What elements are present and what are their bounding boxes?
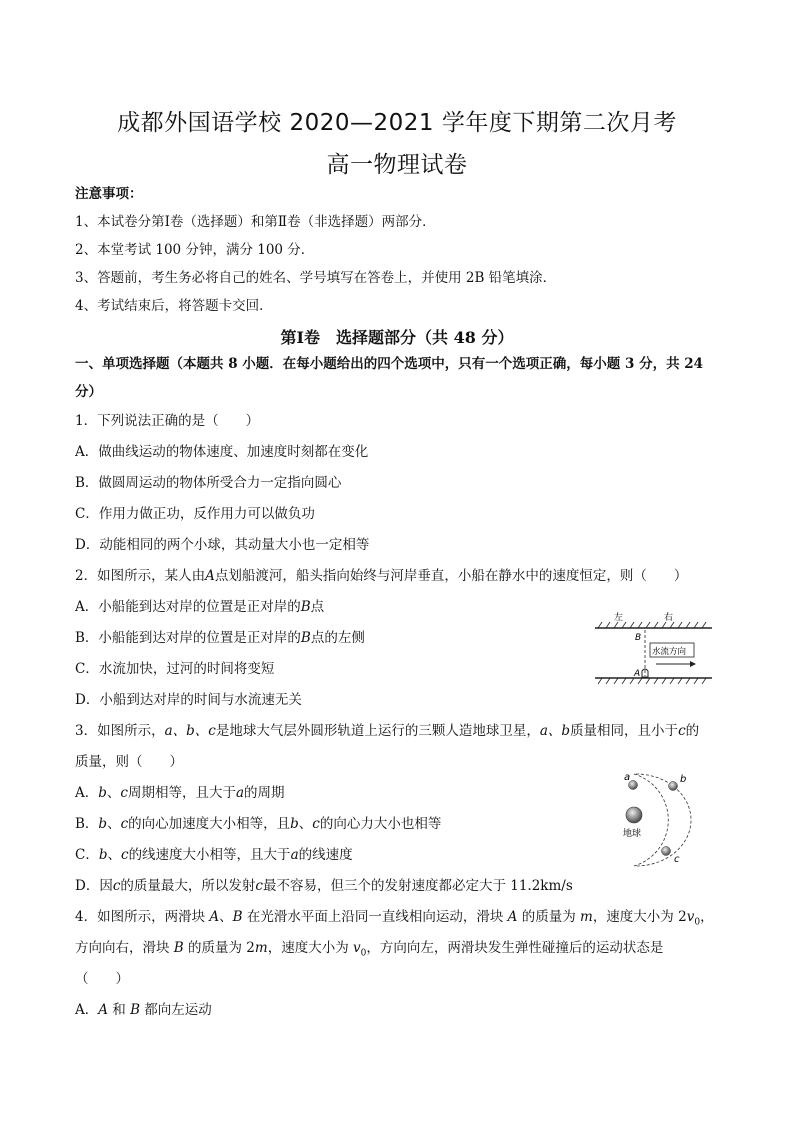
earth-icon <box>626 807 642 823</box>
flow-arrowhead-icon <box>690 661 696 667</box>
exam-subtitle: 高一物理试卷 <box>326 152 468 178</box>
point-b-label: B <box>635 633 642 643</box>
q1-option-c: C．作用力做正功，反作用力可以做负功 <box>75 506 315 522</box>
satellite-b-icon <box>669 782 678 791</box>
q3-option-a: A．b、c周期相等，且大于a的周期 <box>75 785 285 801</box>
notice-item: 1、本试卷分第Ⅰ卷（选择题）和第Ⅱ卷（非选择题）两部分． <box>75 214 436 230</box>
satellite-a-label: a <box>624 772 631 783</box>
satellite-c-label: c <box>674 854 680 865</box>
q3-stem-cont: 质量，则（ ） <box>75 754 183 770</box>
q4-stem-cont: 方向向右，滑块 B 的质量为 2m，速度大小为 $v_0$，方向向左，两滑块发生弹性碰撞后的运动状态是 <box>75 940 664 959</box>
left-bank-label: 左 <box>614 613 624 623</box>
exam-title: 成都外国语学校 2020—2021 学年度下期第二次月考 <box>117 110 677 136</box>
q2-option-a: A．小船能到达对岸的位置是正对岸的B点 <box>75 599 325 615</box>
q3-option-c: C．b、c的线速度大小相等，且大于a的线速度 <box>75 847 353 863</box>
notice-item: 2、本堂考试 100 分钟，满分 100 分． <box>75 242 315 258</box>
q2-stem: 2．如图所示，某人由A点划船渡河，船头指向始终与河岸垂直，小船在静水中的速度恒定，则（ ） <box>75 568 688 584</box>
q1-option-b: B．做圆周运动的物体所受合力一定指向圆心 <box>75 475 342 491</box>
earth-label: 地球 <box>623 829 642 839</box>
section-title: 第Ⅰ卷 选择题部分（共 48 分） <box>280 328 514 347</box>
q4-stem: 4．如图所示，两滑块 A、B 在光滑水平面上沿同一直线相向运动，滑块 A 的质量为 m，速度大小为 $2v_0$， <box>75 909 714 928</box>
notice-item: 3、答题前，考生务必将自己的姓名、学号填写在答卷上，并使用 2B 铅笔填涂． <box>75 270 557 286</box>
notice-item: 4、考试结束后，将答题卡交回． <box>75 298 273 314</box>
part-instructions-cont: 分） <box>75 384 102 400</box>
flow-direction-label: 水流方向 <box>652 647 687 657</box>
right-bank-label: 右 <box>664 613 674 623</box>
q2-option-c: C．水流加快，过河的时间将变短 <box>75 661 275 677</box>
q3-stem: 3．如图所示，a、b、c是地球大气层外圆形轨道上运行的三颗人造地球卫星，a、b质量相同，且小于c的 <box>75 723 700 739</box>
q3-option-d: D．因c的质量最大，所以发射c最不容易，但三个的发射速度都必定大于 11.2km/s <box>75 878 573 894</box>
notice-heading: 注意事项： <box>75 186 143 202</box>
q1-option-d: D．动能相同的两个小球，其动量大小也一定相等 <box>75 537 370 553</box>
satellite-orbit-figure <box>610 764 700 874</box>
q2-option-b: B．小船能到达对岸的位置是正对岸的B点的左侧 <box>75 630 365 646</box>
q3-option-b: B．b、c的向心加速度大小相等，且b、c的向心力大小也相等 <box>75 816 442 832</box>
q4-option-a: A．A 和 B 都向左运动 <box>75 1002 212 1018</box>
q2-option-d: D．小船到达对岸的时间与水流速无关 <box>75 692 302 708</box>
point-a-label: A <box>634 669 641 679</box>
q1-option-a: A．做曲线运动的物体速度、加速度时刻都在变化 <box>75 444 369 460</box>
q4-stem-paren: （ ） <box>75 971 129 987</box>
satellite-b-label: b <box>680 774 687 785</box>
q1-stem: 1．下列说法正确的是（ ） <box>75 413 260 429</box>
satellite-c-icon <box>662 847 671 856</box>
river-crossing-figure <box>590 610 720 690</box>
part-instructions: 一、单项选择题（本题共 8 小题．在每小题给出的四个选项中，只有一个选项正确，每小题 3 分，共 24 <box>75 356 704 372</box>
